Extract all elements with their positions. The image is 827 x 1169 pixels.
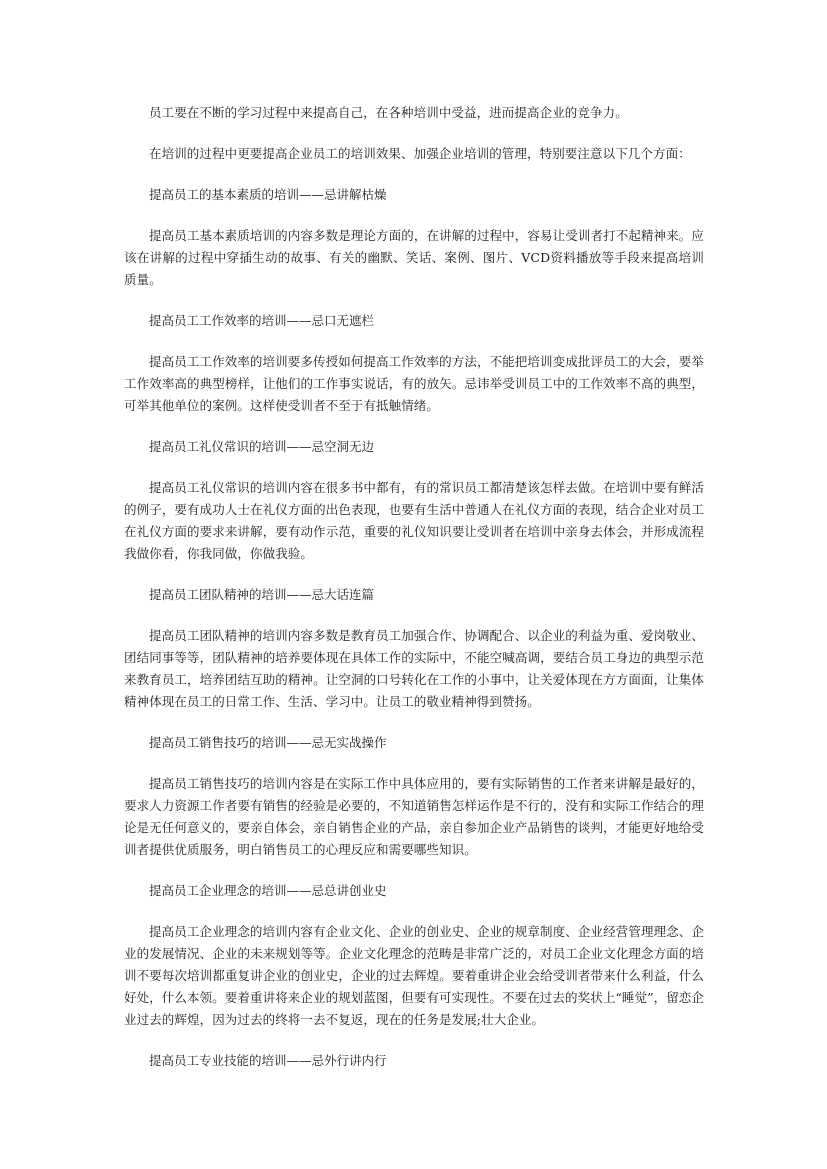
paragraph: 提高员工礼仪常识的培训内容在很多书中都有，有的常识员工都清楚该怎样去做。在培训中要有鲜活的例子，要有成功人士在礼仪方面的出色表现，也要有生活中普通人在礼仪方面的表现，结合企业对员工在礼仪方面的要求来讲解，要有动作示范，重要的礼仪知识要让受训者在培训中亲身去体会，并形成流程我做你看，你我同做，你做我验。: [124, 480, 704, 561]
section-heading: 提高员工企业理念的培训——忌总讲创业史: [149, 883, 387, 898]
paragraph: 提高员工工作效率的培训要多传授如何提高工作效率的方法，不能把培训变成批评员工的大会，要举工作效率高的典型榜样，让他们的工作事实说话，有的放矢。忌讳举受训员工中的工作效率不高的典型，可举其他单位的案例。这样使受训者不至于有抵触情绪。: [124, 354, 704, 413]
paragraph: 提高员工团队精神的培训内容多数是教育员工加强合作、协调配合、以企业的利益为重、爱岗敬业、团结同事等等，团队精神的培养要体现在具体工作的实际中，不能空喊高调，要结合员工身边的典型示范来教育员工，培养团结互助的精神。让空洞的口号转化在工作的小事中，让关爱体现在方方面面，让集体精神体现在员工的日常工作、生活、学习中。让员工的敬业精神得到赞扬。: [124, 628, 704, 709]
document-page: [124, 102, 704, 1091]
section-heading: 提高员工的基本素质的培训——忌讲解枯燥: [149, 187, 387, 202]
section-heading: 提高员工工作效率的培训——忌口无遮栏: [149, 313, 375, 328]
section-heading: 提高员工团队精神的培训——忌大话连篇: [149, 587, 375, 602]
section-heading: 提高员工礼仪常识的培训——忌空洞无边: [149, 439, 375, 454]
paragraph: 提高员工基本素质培训的内容多数是理论方面的，在讲解的过程中，容易让受训者打不起精神来。应该在讲解的过程中穿插生动的故事、有关的幽默、笑话、案例、图片、VCD资料播放等手段来提高培训质量。: [124, 228, 704, 287]
paragraph: 员工要在不断的学习过程中来提高自己，在各种培训中受益，进而提高企业的竞争力。: [149, 105, 628, 120]
section-heading: 提高员工销售技巧的培训——忌无实战操作: [149, 735, 387, 750]
section-heading: 提高员工专业技能的培训——忌外行讲内行: [149, 1053, 387, 1068]
paragraph: 提高员工销售技巧的培训内容是在实际工作中具体应用的，要有实际销售的工作者来讲解是最好的，要求人力资源工作者要有销售的经验是必要的，不知道销售怎样运作是不行的，没有和实际工作结合的理论是无任何意义的，要亲自体会，亲自销售企业的产品，亲自参加企业产品销售的谈判，才能更好地给受训者提供优质服务，明白销售员工的心理反应和需要哪些知识。: [124, 776, 704, 857]
paragraph: 在培训的过程中更要提高企业员工的培训效果、加强企业培训的管理，特别要注意以下几个方面：: [149, 146, 691, 161]
paragraph: 提高员工企业理念的培训内容有企业文化、企业的创业史、企业的规章制度、企业经营管理理念、企业的发展情况、企业的未来规划等等。企业文化理念的范畴是非常广泛的，对员工企业文化理念方面的培训不要每次培训都重复讲企业的创业史，企业的过去辉煌。要着重讲企业会给受训者带来什么利益，什么好处，什么本领。要着重讲将来企业的规划蓝图，但要有可实现性。不要在过去的奖状上“睡觉”，留恋企业过去的辉煌，因为过去的终将一去不复返，现在的任务是发展;壮大企业。: [124, 924, 704, 1027]
